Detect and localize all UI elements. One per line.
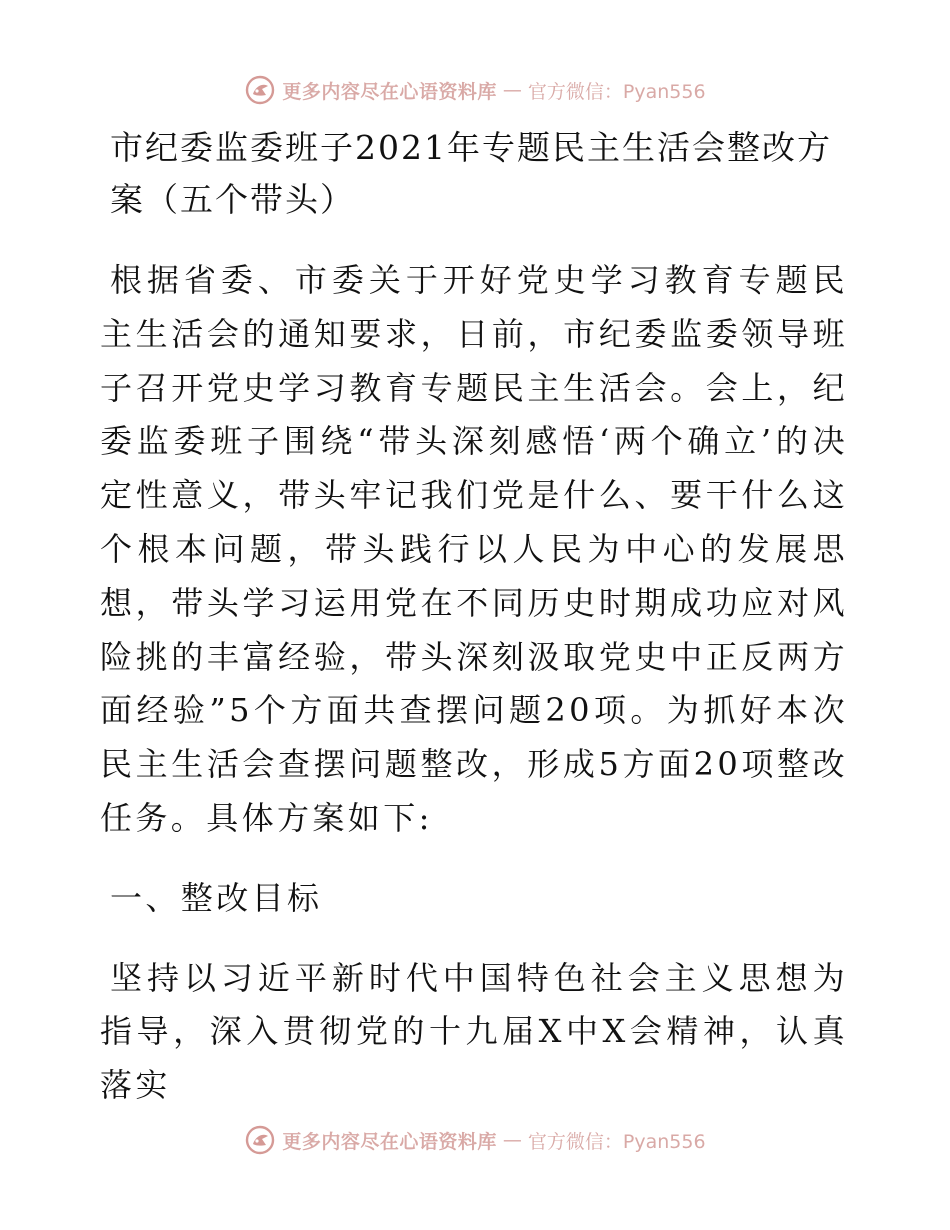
watermark-header — [0, 70, 950, 110]
watermark-contact: 官方微信：Pyan556 — [527, 80, 706, 103]
watermark-dash: — — [502, 79, 522, 101]
watermark-contact: 官方微信：Pyan556 — [527, 1130, 706, 1153]
document-body — [100, 122, 848, 1113]
watermark-group — [244, 74, 705, 106]
section-paragraph-goals: 坚持以习近平新时代中国特色社会主义思想为指导，深入贯彻党的十九届X中X会精神，认真落实 — [100, 958, 848, 1105]
document-title: 市纪委监委班子2021年专题民主生活会整改方案（五个带头） — [110, 128, 832, 219]
watermark-group — [244, 1124, 705, 1156]
section-heading-goals: 一、整改目标 — [110, 878, 323, 917]
fish-hook-logo-icon — [244, 74, 276, 106]
fish-hook-logo-icon — [244, 1124, 276, 1156]
watermark-dash: — — [502, 1129, 522, 1151]
intro-paragraph: 根据省委、市委关于开好党史学习教育专题民主生活会的通知要求，日前，市纪委监委领导班子召开党史学习教育专题民主生活会。会上，纪委监委班子围绕“带头深刻感悟‘两个确立’的决定性意义，带头牢记我们党是什么、要干什么这个根本问题，带头践行以人民为中心的发展思想，带头学习运用党在不同历史时期成功应对风险挑的丰富经验，带头深刻汲取党史中正反两方面经验”5个方面共查摆问题20项。为抓好本次民主生活会查摆问题整改，形成5方面20项整改任务。具体方案如下: — [100, 261, 848, 837]
watermark-brand: 更多内容尽在心语资料库 — [282, 80, 497, 103]
watermark-footer — [0, 1120, 950, 1160]
watermark-brand: 更多内容尽在心语资料库 — [282, 1130, 497, 1153]
